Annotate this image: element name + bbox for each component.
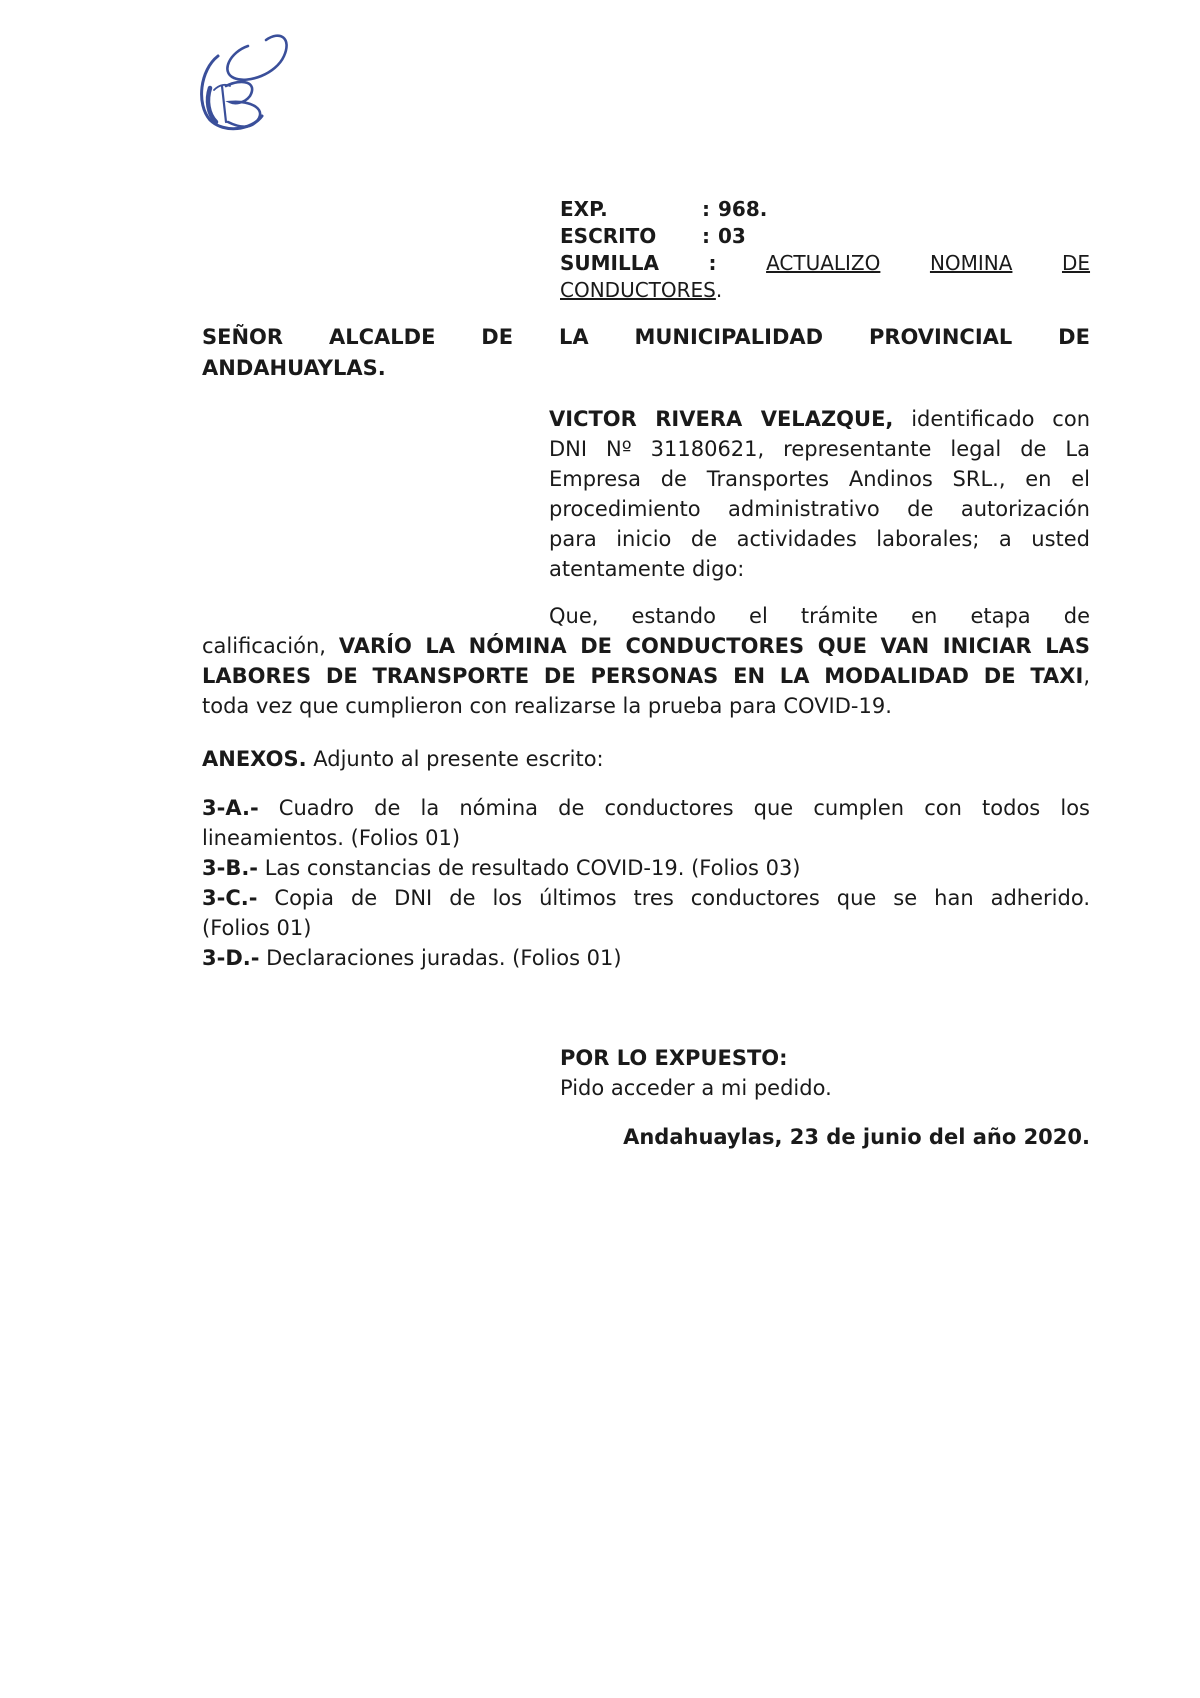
intro-line: para inicio de actividades laborales; a usted <box>549 527 1090 551</box>
intro-line: Empresa de Transportes Andinos SRL., en el <box>549 467 1090 491</box>
intro-line: procedimiento administrativo de autorización <box>549 497 1090 521</box>
annex-text: Cuadro de la nómina de conductores que cumplen con todos los <box>258 796 1090 820</box>
exp-label: EXP. <box>560 197 608 221</box>
annex-item-a-cont: lineamientos. (Folios 01) <box>202 826 461 850</box>
intro-line-1-rest: identificado con <box>893 407 1091 431</box>
body-line-3-plain: , <box>1083 664 1090 688</box>
body-line-2-bold: VARÍO LA NÓMINA DE CONDUCTORES QUE VAN INICIAR LAS <box>338 634 1090 658</box>
sumilla-row <box>560 250 1090 277</box>
sumilla-word: DE <box>1061 251 1091 275</box>
annex-code: 3-A.- <box>202 796 259 820</box>
annex-code: 3-C.- <box>202 886 258 910</box>
annexes-title-rest: Adjunto al presente escrito: <box>306 747 604 771</box>
addressee-line-1 <box>202 322 1090 353</box>
annex-code: 3-D.- <box>202 946 260 970</box>
intro-line: atentamente digo: <box>549 557 745 581</box>
sumilla-period: . <box>715 278 723 302</box>
addressee <box>202 322 1090 384</box>
sumilla-label: SUMILLA <box>560 251 659 275</box>
sumilla-word: NOMINA <box>929 251 1013 275</box>
case-header <box>560 196 1090 304</box>
escrito-colon: : <box>702 224 710 248</box>
sumilla-continuation <box>560 277 1090 304</box>
addressee-word: LA <box>558 325 589 349</box>
request-paragraph <box>202 601 1090 721</box>
annex-code: 3-B.- <box>202 856 259 880</box>
escrito-value: 03 <box>718 224 746 248</box>
annex-item-b <box>202 853 1090 883</box>
closing-title: POR LO EXPUESTO: <box>560 1046 788 1070</box>
annexes-list <box>202 793 1090 973</box>
body-line <box>202 661 1090 691</box>
exp-value: 968. <box>718 197 768 221</box>
addressee-word: ALCALDE <box>328 325 436 349</box>
body-line-3-bold: LABORES DE TRANSPORTE DE PERSONAS EN LA MODALIDAD DE TAXI <box>202 664 1084 688</box>
addressee-word: PROVINCIAL <box>868 325 1013 349</box>
addressee-word: SEÑOR <box>202 325 284 349</box>
annex-text: Declaraciones juradas. (Folios 01) <box>259 946 622 970</box>
exp-row <box>560 196 1090 223</box>
sumilla-line2: CONDUCTORES <box>560 278 716 302</box>
exp-colon: : <box>702 197 710 221</box>
addressee-word: DE <box>481 325 514 349</box>
closing-block <box>560 1043 1090 1103</box>
annexes-title: ANEXOS. <box>202 747 307 771</box>
body-line-2-plain: calificación, <box>202 634 339 658</box>
body-line: toda vez que cumplieron con realizarse la prueba para COVID-19. <box>202 694 892 718</box>
annex-item-d <box>202 943 1090 973</box>
intro-line <box>549 404 1090 434</box>
sumilla-word: ACTUALIZO <box>766 251 881 275</box>
annex-item-a <box>202 793 1090 823</box>
sumilla-colon: : <box>708 251 717 275</box>
addressee-word: DE <box>1058 325 1090 349</box>
closing-request: Pido acceder a mi pedido. <box>560 1076 832 1100</box>
annex-text: Las constancias de resultado COVID-19. (Folios 03) <box>258 856 801 880</box>
place-and-date: Andahuaylas, 23 de junio del año 2020. <box>623 1125 1090 1149</box>
escrito-row <box>560 223 1090 250</box>
escrito-label: ESCRITO <box>560 224 657 248</box>
addressee-line-2: ANDAHUAYLAS. <box>202 356 386 380</box>
body-line <box>202 631 1090 661</box>
annex-item-c <box>202 883 1090 913</box>
annex-item-c-cont: (Folios 01) <box>202 916 312 940</box>
monogram-logo <box>196 26 292 136</box>
monogram-logo-graphic <box>196 26 292 136</box>
annex-text: Copia de DNI de los últimos tres conductores que se han adherido. <box>257 886 1090 910</box>
petitioner-name: VICTOR RIVERA VELAZQUE, <box>549 407 894 431</box>
petitioner-intro <box>549 404 1090 584</box>
annexes-heading <box>202 744 1090 774</box>
intro-line: DNI Nº 31180621, representante legal de La <box>549 437 1090 461</box>
addressee-word: MUNICIPALIDAD <box>634 325 824 349</box>
body-line: Que, estando el trámite en etapa de <box>549 604 1090 628</box>
